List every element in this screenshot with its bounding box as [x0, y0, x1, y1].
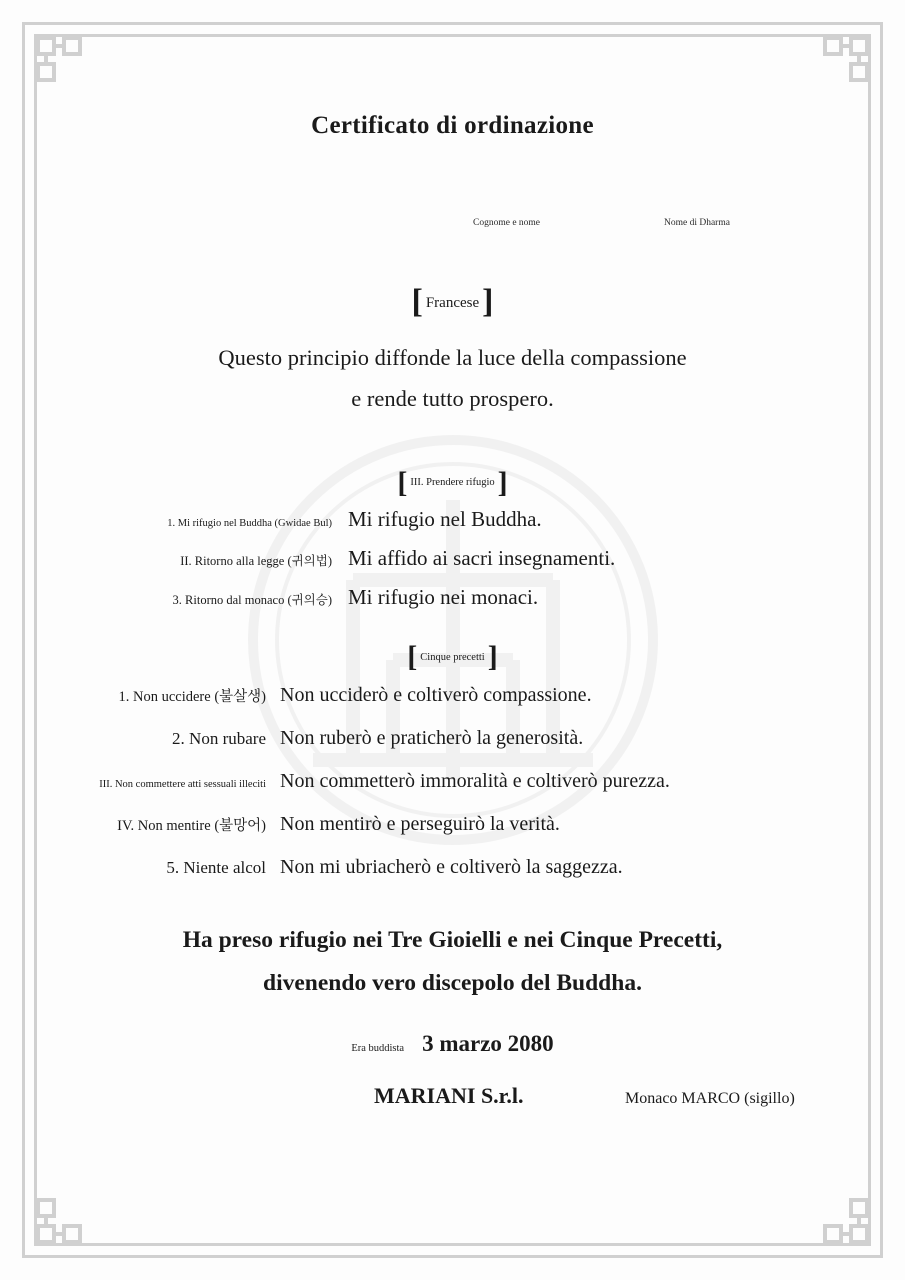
issue-date: 3 marzo 2080: [422, 1031, 554, 1057]
bracket-open: [: [397, 465, 408, 499]
verse-line-2: e rende tutto prospero.: [351, 386, 554, 412]
bracket-close: ]: [497, 465, 508, 499]
refuge-list: [58, 507, 847, 610]
precept-row: [58, 684, 847, 707]
refuge-row-text: Mi rifugio nel Buddha.: [348, 507, 542, 532]
closing-statement: [58, 919, 847, 1006]
verse-block: [58, 337, 847, 420]
section-heading-language: [58, 283, 847, 320]
surname-name-label: Cognome e nome: [473, 218, 541, 228]
refuge-row: [58, 585, 847, 610]
precept-row: [58, 727, 847, 750]
precept-row: [58, 770, 847, 793]
refuge-row-text: Mi rifugio nei monaci.: [348, 585, 539, 610]
section-heading-refuge-label: III. Prendere rifugio: [410, 477, 495, 489]
greek-key-corner-icon: [813, 34, 871, 92]
certificate-content: [0, 112, 905, 1127]
refuge-row: [58, 507, 847, 532]
era-date-row: [58, 1031, 847, 1057]
dharma-name-label: Nome di Dharma: [664, 218, 730, 228]
precept-row-label: IV. Non mentire (불망어): [117, 817, 266, 834]
precept-row-text: Non mentirò e perseguirò la verità.: [280, 812, 560, 835]
refuge-row-label: 3. Ritorno dal monaco (귀의승): [172, 593, 332, 608]
page-title: Certificato di ordinazione: [311, 112, 594, 139]
greek-key-corner-icon: [813, 1188, 871, 1246]
greek-key-corner-icon: [34, 34, 92, 92]
bracket-close: ]: [487, 640, 498, 674]
refuge-row: [58, 546, 847, 571]
section-heading-precepts-label: Cinque precetti: [420, 651, 485, 663]
greek-key-corner-icon: [34, 1188, 92, 1246]
section-heading-precepts: [58, 640, 847, 674]
precept-row-label: 1. Non uccidere (불살생): [118, 688, 266, 705]
precept-row-label: 5. Niente alcol: [166, 857, 266, 877]
precept-row-label: 2. Non rubare: [172, 728, 266, 748]
closing-line-2: divenendo vero discepolo del Buddha.: [263, 970, 642, 997]
signature-row: [58, 1083, 847, 1127]
section-heading-language-label: Francese: [425, 294, 480, 311]
name-fields: [58, 212, 847, 246]
precept-row-text: Non ucciderò e coltiverò compassione.: [280, 683, 592, 706]
section-heading-refuge: [58, 465, 847, 499]
bracket-close: ]: [482, 283, 494, 320]
issuing-organization: MARIANI S.r.l.: [374, 1083, 524, 1109]
precept-row-text: Non mi ubriacherò e coltiverò la saggezza.: [280, 855, 623, 878]
bracket-open: [: [407, 640, 418, 674]
bracket-open: [: [411, 283, 423, 320]
closing-line-1: Ha preso rifugio nei Tre Gioielli e nei Cinque Precetti,: [182, 926, 723, 953]
precept-list: [58, 684, 847, 879]
refuge-row-label: II. Ritorno alla legge (귀의법): [180, 554, 332, 569]
precept-row-text: Non ruberò e praticherò la generosità.: [280, 726, 584, 749]
era-label: Era buddista: [351, 1043, 405, 1055]
monk-signature: Monaco MARCO (sigillo): [625, 1090, 795, 1108]
precept-row: [58, 856, 847, 879]
precept-row-label: III. Non commettere atti sessuali illeciti: [99, 778, 266, 790]
verse-line-1: Questo principio diffonde la luce della compassione: [218, 344, 687, 370]
refuge-row-text: Mi affido ai sacri insegnamenti.: [348, 546, 616, 571]
precept-row-text: Non commetterò immoralità e coltiverò purezza.: [280, 769, 670, 792]
refuge-row-label: 1. Mi rifugio nel Buddha (Gwidae Bul): [167, 518, 332, 530]
precept-row: [58, 813, 847, 836]
